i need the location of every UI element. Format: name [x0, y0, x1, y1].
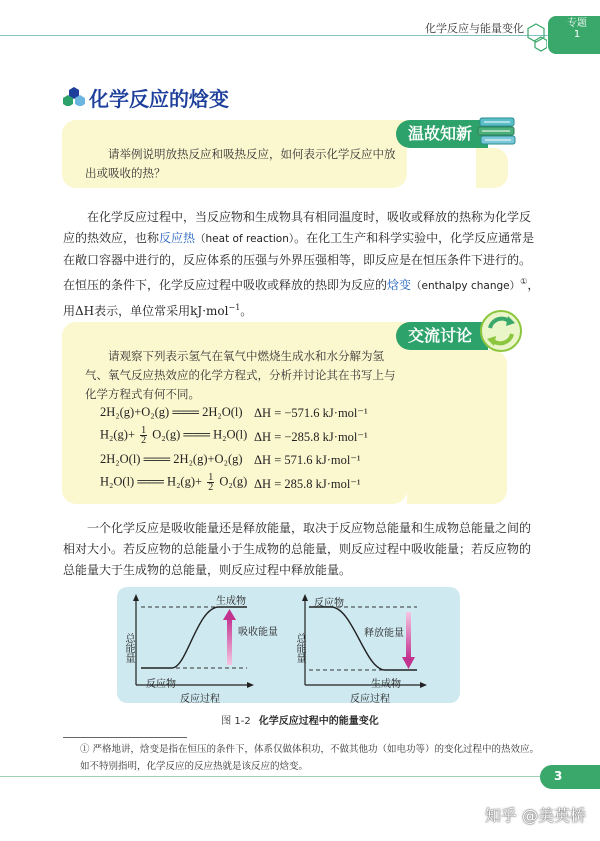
equation-rhs: 2H₂(g)+O₂(g) [173, 452, 243, 466]
page-number-rule [0, 776, 540, 777]
right-x-axis-label: 反应过程 [350, 694, 390, 705]
paragraph-text: 在化学反应过程中，当反应物和生成物具有相同温度时，吸收或释放的热称为化学反应的热效应，也称 [63, 210, 532, 245]
page-number: 3 [554, 769, 563, 783]
equation-lhs: 2H₂(g)+O₂(g) [100, 405, 170, 419]
unit-superscript: −1 [228, 303, 241, 312]
equation-rhs: H₂(g)+ [167, 474, 203, 489]
left-panel-axes [133, 594, 254, 688]
right-product-label: 生成物 [371, 679, 401, 690]
fraction-one-half: $\frac{1}{2}$ [141, 425, 147, 446]
equation-row-4 [100, 473, 247, 492]
equation-row-3 [100, 452, 243, 467]
term-translation: （heat of reaction） [195, 233, 295, 245]
left-x-axis-label: 反应过程 [180, 694, 220, 705]
enthalpy-value-4: ΔH = 285.8 kJ·mol⁻¹ [254, 477, 361, 491]
equation-rhs: 2H₂O(l) [202, 405, 243, 419]
figure-number: 图 1-2 [221, 716, 251, 727]
right-reactant-label: 反应物 [314, 598, 344, 609]
footnote: ① 严格地讲，焓变是指在恒压的条件下，体系仅做体积功，不做其他功（如电功等）的变化过程中的热效应。如不特别指明，化学反应的反应热就是该反应的焓变。 [80, 744, 540, 772]
left-product-label: 生成物 [216, 596, 246, 607]
equation-lhs: O₂(g) [152, 427, 181, 442]
review-tag: 温故知新 [396, 120, 488, 148]
footnote-reference[interactable]: ① [520, 277, 528, 286]
equation-lhs: H₂(g)+ [100, 427, 136, 442]
hexagon-decoration-icon [525, 22, 547, 52]
absorb-energy-label: 吸收能量 [238, 627, 278, 638]
term-enthalpy-change: 焓变 [387, 278, 412, 292]
release-energy-label: 释放能量 [364, 628, 404, 639]
paragraph-text: ，用ΔH表示，单位常采用kJ·mol [63, 278, 540, 318]
review-box-extension [476, 148, 508, 188]
chapter-title: 化学反应与能量变化 [425, 22, 524, 35]
discussion-box-extension [407, 350, 507, 504]
footnote-rule [63, 737, 187, 738]
equals-sign: ═══ [137, 474, 164, 489]
discussion-question: 请观察下列表示氢气在氧气中燃烧生成水和水分解为氢气、氧气反应热效应的化学方程式，分析并讨论其在书写上与化学方程式有何不同。 [85, 349, 396, 401]
figure-caption [0, 712, 600, 727]
books-icon [476, 114, 522, 152]
equation-row-1 [100, 405, 243, 420]
term-translation: （enthalpy change） [411, 280, 521, 292]
paragraph-text: 。 [240, 304, 253, 318]
right-y-axis-label: 总能量 [294, 633, 305, 663]
paragraph-energy-comparison: 一个化学反应是吸收能量还是释放能量，取决于反应物总能量和生成物总能量之间的相对大小。若反应物的总能量小于生成物的总能量，则反应过程中吸收能量；若反应物的总能量大于生成物的总能量，则反应过程中释放能量。 [63, 521, 532, 577]
equals-sign: ═══ [183, 427, 210, 442]
enthalpy-value-3: ΔH = 571.6 kJ·mol⁻¹ [254, 453, 361, 467]
hexagon-cluster-icon [62, 86, 86, 106]
recycle-arrows-icon [478, 308, 524, 354]
equals-sign: ═══ [172, 405, 199, 419]
enthalpy-value-1: ΔH = −571.6 kJ·mol⁻¹ [254, 406, 368, 420]
chapter-tab-number: 1 [573, 29, 581, 40]
left-y-axis-label: 总能量 [123, 633, 134, 663]
page-number-badge [540, 765, 600, 789]
figure-title: 化学反应过程中的能量变化 [258, 716, 379, 727]
enthalpy-value-2: ΔH = −285.8 kJ·mol⁻¹ [254, 430, 368, 444]
watermark: 知乎 @美英桥 [484, 806, 586, 825]
paragraph-reaction-heat [63, 207, 540, 322]
equation-lhs: 2H₂O(l) [100, 452, 141, 466]
chapter-tab-label: 专题 [567, 18, 587, 29]
left-reactant-label: 反应物 [146, 679, 176, 690]
equation-rhs: H₂O(l) [213, 427, 248, 442]
absorb-energy-arrow [223, 609, 236, 665]
equals-sign: ═══ [143, 452, 171, 466]
discussion-tag: 交流讨论 [396, 322, 488, 350]
equation-rhs: O₂(g) [219, 474, 248, 489]
release-energy-arrow [402, 612, 415, 669]
equation-row-2 [100, 426, 247, 445]
equation-lhs: H₂O(l) [100, 474, 135, 489]
paragraph-text: 。在化工生产和科学实验中，化学反应通常是在敞口容器中进行的，反应体系的压强与外界压强相等，即反应是在恒压条件下进行的。在恒压的条件下，化学反应过程中吸收或释放的热即为反应的 [63, 231, 535, 292]
section-title: 化学反应的焓变 [89, 87, 229, 111]
term-reaction-heat: 反应热 [159, 231, 196, 245]
review-question: 请举例说明放热反应和吸热反应，如何表示化学反应中放出或吸收的热？ [85, 147, 396, 180]
fraction-one-half: $\frac{1}{2}$ [208, 472, 214, 493]
